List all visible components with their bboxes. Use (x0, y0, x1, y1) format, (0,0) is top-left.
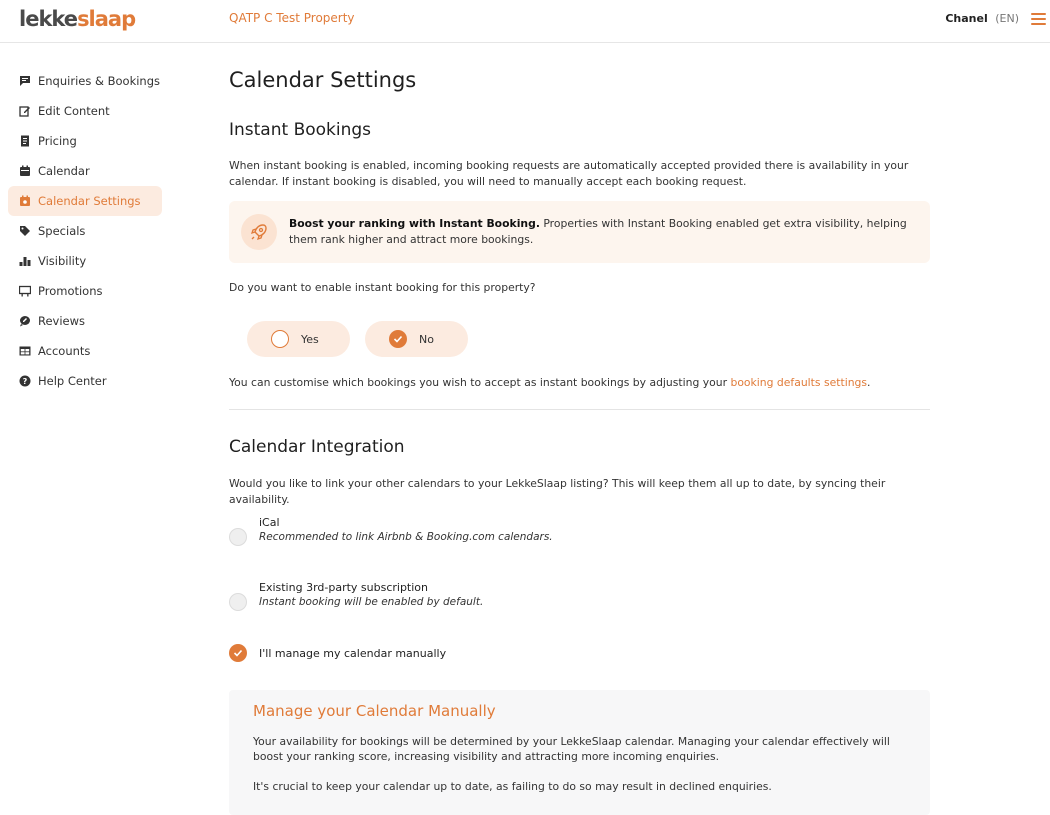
boost-ranking-banner (229, 201, 930, 263)
sidebar-item-accounts[interactable] (8, 336, 162, 366)
integration-option-ical[interactable] (229, 514, 930, 548)
review-icon (19, 315, 31, 327)
sidebar-item-calendar-settings[interactable] (8, 186, 162, 216)
yes-label: Yes (301, 332, 319, 346)
sidebar-item-visibility[interactable] (8, 246, 162, 276)
edit-icon (19, 105, 31, 117)
radio-unchecked-icon (229, 528, 247, 546)
customise-note (229, 375, 930, 391)
billboard-icon (19, 285, 31, 297)
manual-calendar-para2: It's crucial to keep your calendar up to date, as failing to do so may result in declined enquiries. (253, 780, 772, 793)
sidebar-item-label: Calendar Settings (38, 194, 141, 208)
user-language: (EN) (995, 12, 1019, 25)
instant-bookings-description: When instant booking is enabled, incoming booking requests are automatically accepted provided there is availability in your calendar. If instant booking is disabled, you will need to manually accept each booking request. (229, 159, 909, 188)
document-icon (19, 135, 31, 147)
sidebar-item-reviews[interactable] (8, 306, 162, 336)
sidebar-item-label: Specials (38, 224, 86, 238)
sidebar-item-label: Help Center (38, 374, 107, 388)
instant-bookings-heading: Instant Bookings (229, 120, 372, 140)
sidebar-item-specials[interactable] (8, 216, 162, 246)
table-icon (19, 345, 31, 357)
radio-unchecked-icon (271, 330, 289, 348)
sidebar-item-enquiries-bookings[interactable] (8, 66, 162, 96)
sidebar-item-label: Promotions (38, 284, 103, 298)
sidebar-item-promotions[interactable] (8, 276, 162, 306)
sidebar-item-label: Pricing (38, 134, 77, 148)
question-icon (19, 375, 31, 387)
sidebar-item-label: Enquiries & Bookings (38, 74, 161, 88)
booking-defaults-settings-link[interactable]: booking defaults settings (730, 376, 868, 389)
section-divider (229, 409, 930, 410)
page-title: Calendar Settings (229, 68, 417, 92)
customise-end: . (867, 376, 871, 389)
radio-unchecked-icon (229, 593, 247, 611)
rocket-icon (241, 214, 277, 250)
boost-ranking-text (289, 216, 909, 248)
check-circle-icon (389, 330, 407, 348)
option-title: iCal (259, 516, 280, 529)
calendar-integration-heading: Calendar Integration (229, 437, 405, 457)
sidebar-item-label: Visibility (38, 254, 87, 268)
boost-ranking-bold: Boost your ranking with Instant Booking. (289, 217, 540, 230)
user-info[interactable] (945, 12, 1019, 25)
calendar-icon (19, 165, 31, 177)
manual-calendar-title: Manage your Calendar Manually (253, 702, 496, 720)
logo-text-part1: lekke (19, 7, 78, 31)
bar-chart-icon (19, 255, 31, 267)
no-label: No (419, 332, 434, 346)
integration-option-manual[interactable] (229, 644, 930, 664)
chat-icon (19, 75, 31, 87)
top-header (0, 0, 1050, 43)
option-subtitle: Instant booking will be enabled by default. (259, 596, 484, 608)
sidebar-item-label: Edit Content (38, 104, 110, 118)
option-title: Existing 3rd-party subscription (259, 581, 429, 594)
sidebar-item-label: Accounts (38, 344, 91, 358)
lekkeslaap-logo[interactable] (19, 7, 135, 31)
instant-booking-no-option[interactable] (365, 321, 468, 357)
tag-icon (19, 225, 31, 237)
sidebar-item-label: Calendar (38, 164, 90, 178)
option-title: I'll manage my calendar manually (259, 647, 447, 660)
svg-text:?: ? (22, 377, 28, 386)
property-title[interactable]: QATP C Test Property (229, 11, 355, 25)
sidebar-item-label: Reviews (38, 314, 86, 328)
hamburger-menu-icon[interactable] (1031, 13, 1046, 25)
instant-booking-yes-option[interactable] (247, 321, 350, 357)
sidebar-item-pricing[interactable] (8, 126, 162, 156)
manual-calendar-info-panel (229, 690, 930, 815)
instant-booking-question: Do you want to enable instant booking for this property? (229, 281, 536, 294)
sidebar-item-help-center[interactable] (8, 366, 162, 396)
calendar-integration-description: Would you like to link your other calendars to your LekkeSlaap listing? This will keep them all up to date, by syncing their availability. (229, 477, 886, 506)
calendar-settings-icon (19, 195, 31, 207)
sidebar-item-calendar[interactable] (8, 156, 162, 186)
logo-text-part2: slaap (77, 7, 136, 31)
customise-text: You can customise which bookings you wish to accept as instant bookings by adjusting your (229, 376, 731, 389)
check-circle-icon (229, 644, 247, 662)
boost-ranking-detail: Properties with Instant Booking enabled get extra visibility, helping them rank higher and attract more bookings. (289, 217, 907, 246)
manual-calendar-para1: Your availability for bookings will be determined by your LekkeSlaap calendar. Managing your calendar effectively will boost your ranking score, increasing visibility and attracting more incoming enquiries. (253, 735, 890, 763)
user-name: Chanel (945, 12, 988, 25)
option-subtitle: Recommended to link Airbnb & Booking.com calendars. (259, 531, 553, 543)
sidebar-item-edit-content[interactable] (8, 96, 162, 126)
integration-option-third-party[interactable] (229, 579, 930, 613)
sidebar-nav (8, 66, 162, 396)
